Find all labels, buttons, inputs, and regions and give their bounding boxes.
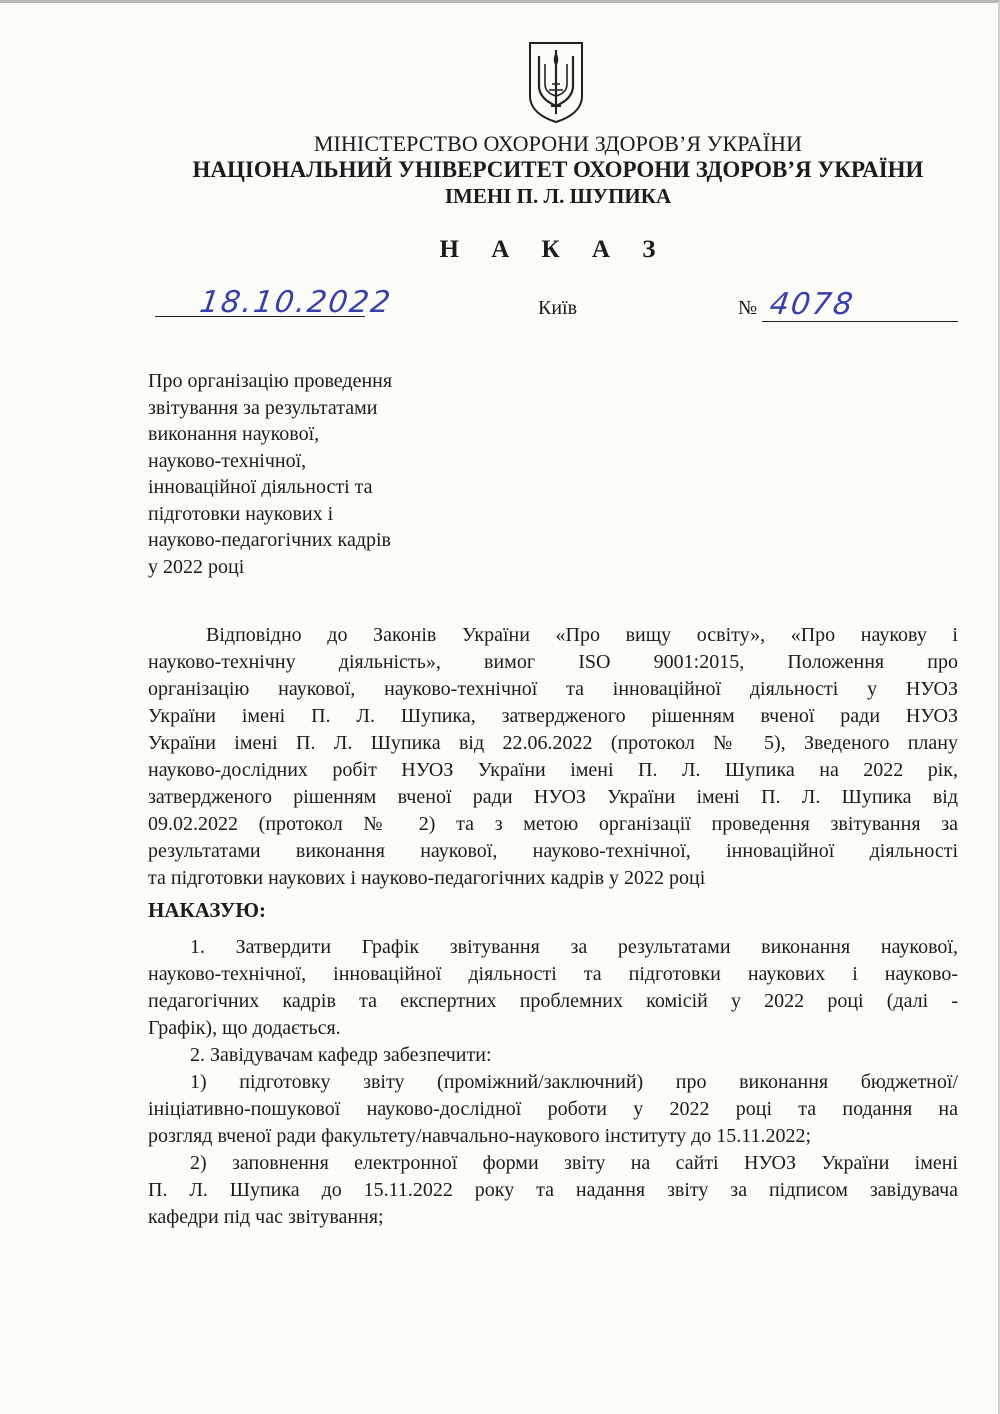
order-line: розгляд вченої ради факультету/навчально-наукового інституту до 15.11.2022;	[148, 1125, 812, 1147]
subject-line: Про організацію проведення	[148, 370, 393, 392]
city: Київ	[538, 297, 578, 319]
order-line: 1. Затвердити Графік звітування за результатами виконання наукової,	[190, 936, 958, 958]
preamble-line: Відповідно до Законів України «Про вищу освіту», «Про наукову і	[206, 624, 958, 646]
subject-line: інноваційної діяльності та	[148, 476, 373, 498]
ministry-name: МІНІСТЕРСТВО ОХОРОНИ ЗДОРОВ’Я УКРАЇНИ	[313, 131, 803, 156]
order-items	[148, 934, 958, 1231]
order-line: 2. Завідувачам кафедр забезпечити:	[190, 1044, 492, 1066]
subject-line: науково-педагогічних кадрів	[148, 529, 391, 551]
order-directive-heading: НАКАЗУЮ:	[148, 898, 266, 922]
preamble-line: організацію наукової, науково-технічної та інноваційної діяльності у НУОЗ	[148, 678, 958, 700]
order-line: кафедри під час звітування;	[148, 1206, 384, 1228]
order-line: Графік), що додається.	[148, 1017, 341, 1039]
university-name: НАЦІОНАЛЬНИЙ УНІВЕРСИТЕТ ОХОРОНИ ЗДОРОВ’Я УКРАЇНИ	[192, 157, 924, 182]
order-line: П. Л. Шупика до 15.11.2022 року та надання звіту за підписом завідувача	[148, 1179, 958, 1201]
subject-line: у 2022 році	[148, 555, 245, 578]
preamble-line: 09.02.2022 (протокол № 2) та з метою організації проведення звітування за	[148, 813, 958, 835]
preamble-line: науково-технічну діяльність», вимог ISO 9001:2015, Положення про	[148, 651, 958, 673]
handwritten-date: 18.10.2022	[197, 285, 395, 320]
preamble-line: України імені П. Л. Шупика від 22.06.2022 (протокол № 5), Зведеного плану	[148, 732, 958, 754]
preamble-line: науково-дослідних робіт НУОЗ України імені П. Л. Шупика на 2022 рік,	[148, 759, 958, 781]
subject-line: науково-технічної,	[148, 449, 307, 472]
preamble-line: та підготовки наукових і науково-педагогічних кадрів у 2022 році	[148, 867, 706, 889]
coat-of-arms-icon	[527, 40, 585, 124]
preamble-line: результатами виконання наукової, науково-технічної, інноваційної діяльності	[148, 840, 958, 862]
subject-line: звітування за результатами	[148, 396, 378, 419]
order-line: ініціативно-пошукової науково-дослідної роботи у 2022 році та подання на	[148, 1098, 958, 1120]
preamble-line: України імені П. Л. Шупика, затвердженого рішенням вченої ради НУОЗ	[148, 705, 958, 727]
subject-line: підготовки наукових і	[148, 502, 334, 525]
preamble-paragraph	[148, 622, 958, 892]
handwritten-number: 4078	[767, 287, 857, 322]
order-line: 1) підготовку звіту (проміжний/заключний) про виконання бюджетної/	[190, 1071, 958, 1093]
subject-line: виконання наукової,	[148, 423, 320, 445]
document-type-heading: Н А К А З	[439, 236, 669, 263]
order-line: педагогічних кадрів та експертних проблемних комісій у 2022 році (далі -	[148, 990, 958, 1012]
order-subject	[148, 368, 478, 580]
order-line: науково-технічної, інноваційної діяльності та підготовки наукових і науково-	[148, 963, 958, 985]
number-label: №	[738, 297, 758, 319]
preamble-line: затвердженого рішенням вченої ради НУОЗ України імені П. Л. Шупика від	[148, 786, 958, 808]
order-line: 2) заповнення електронної форми звіту на сайті НУОЗ України імені	[190, 1152, 958, 1174]
university-name-line2: ІМЕНІ П. Л. ШУПИКА	[444, 184, 672, 208]
